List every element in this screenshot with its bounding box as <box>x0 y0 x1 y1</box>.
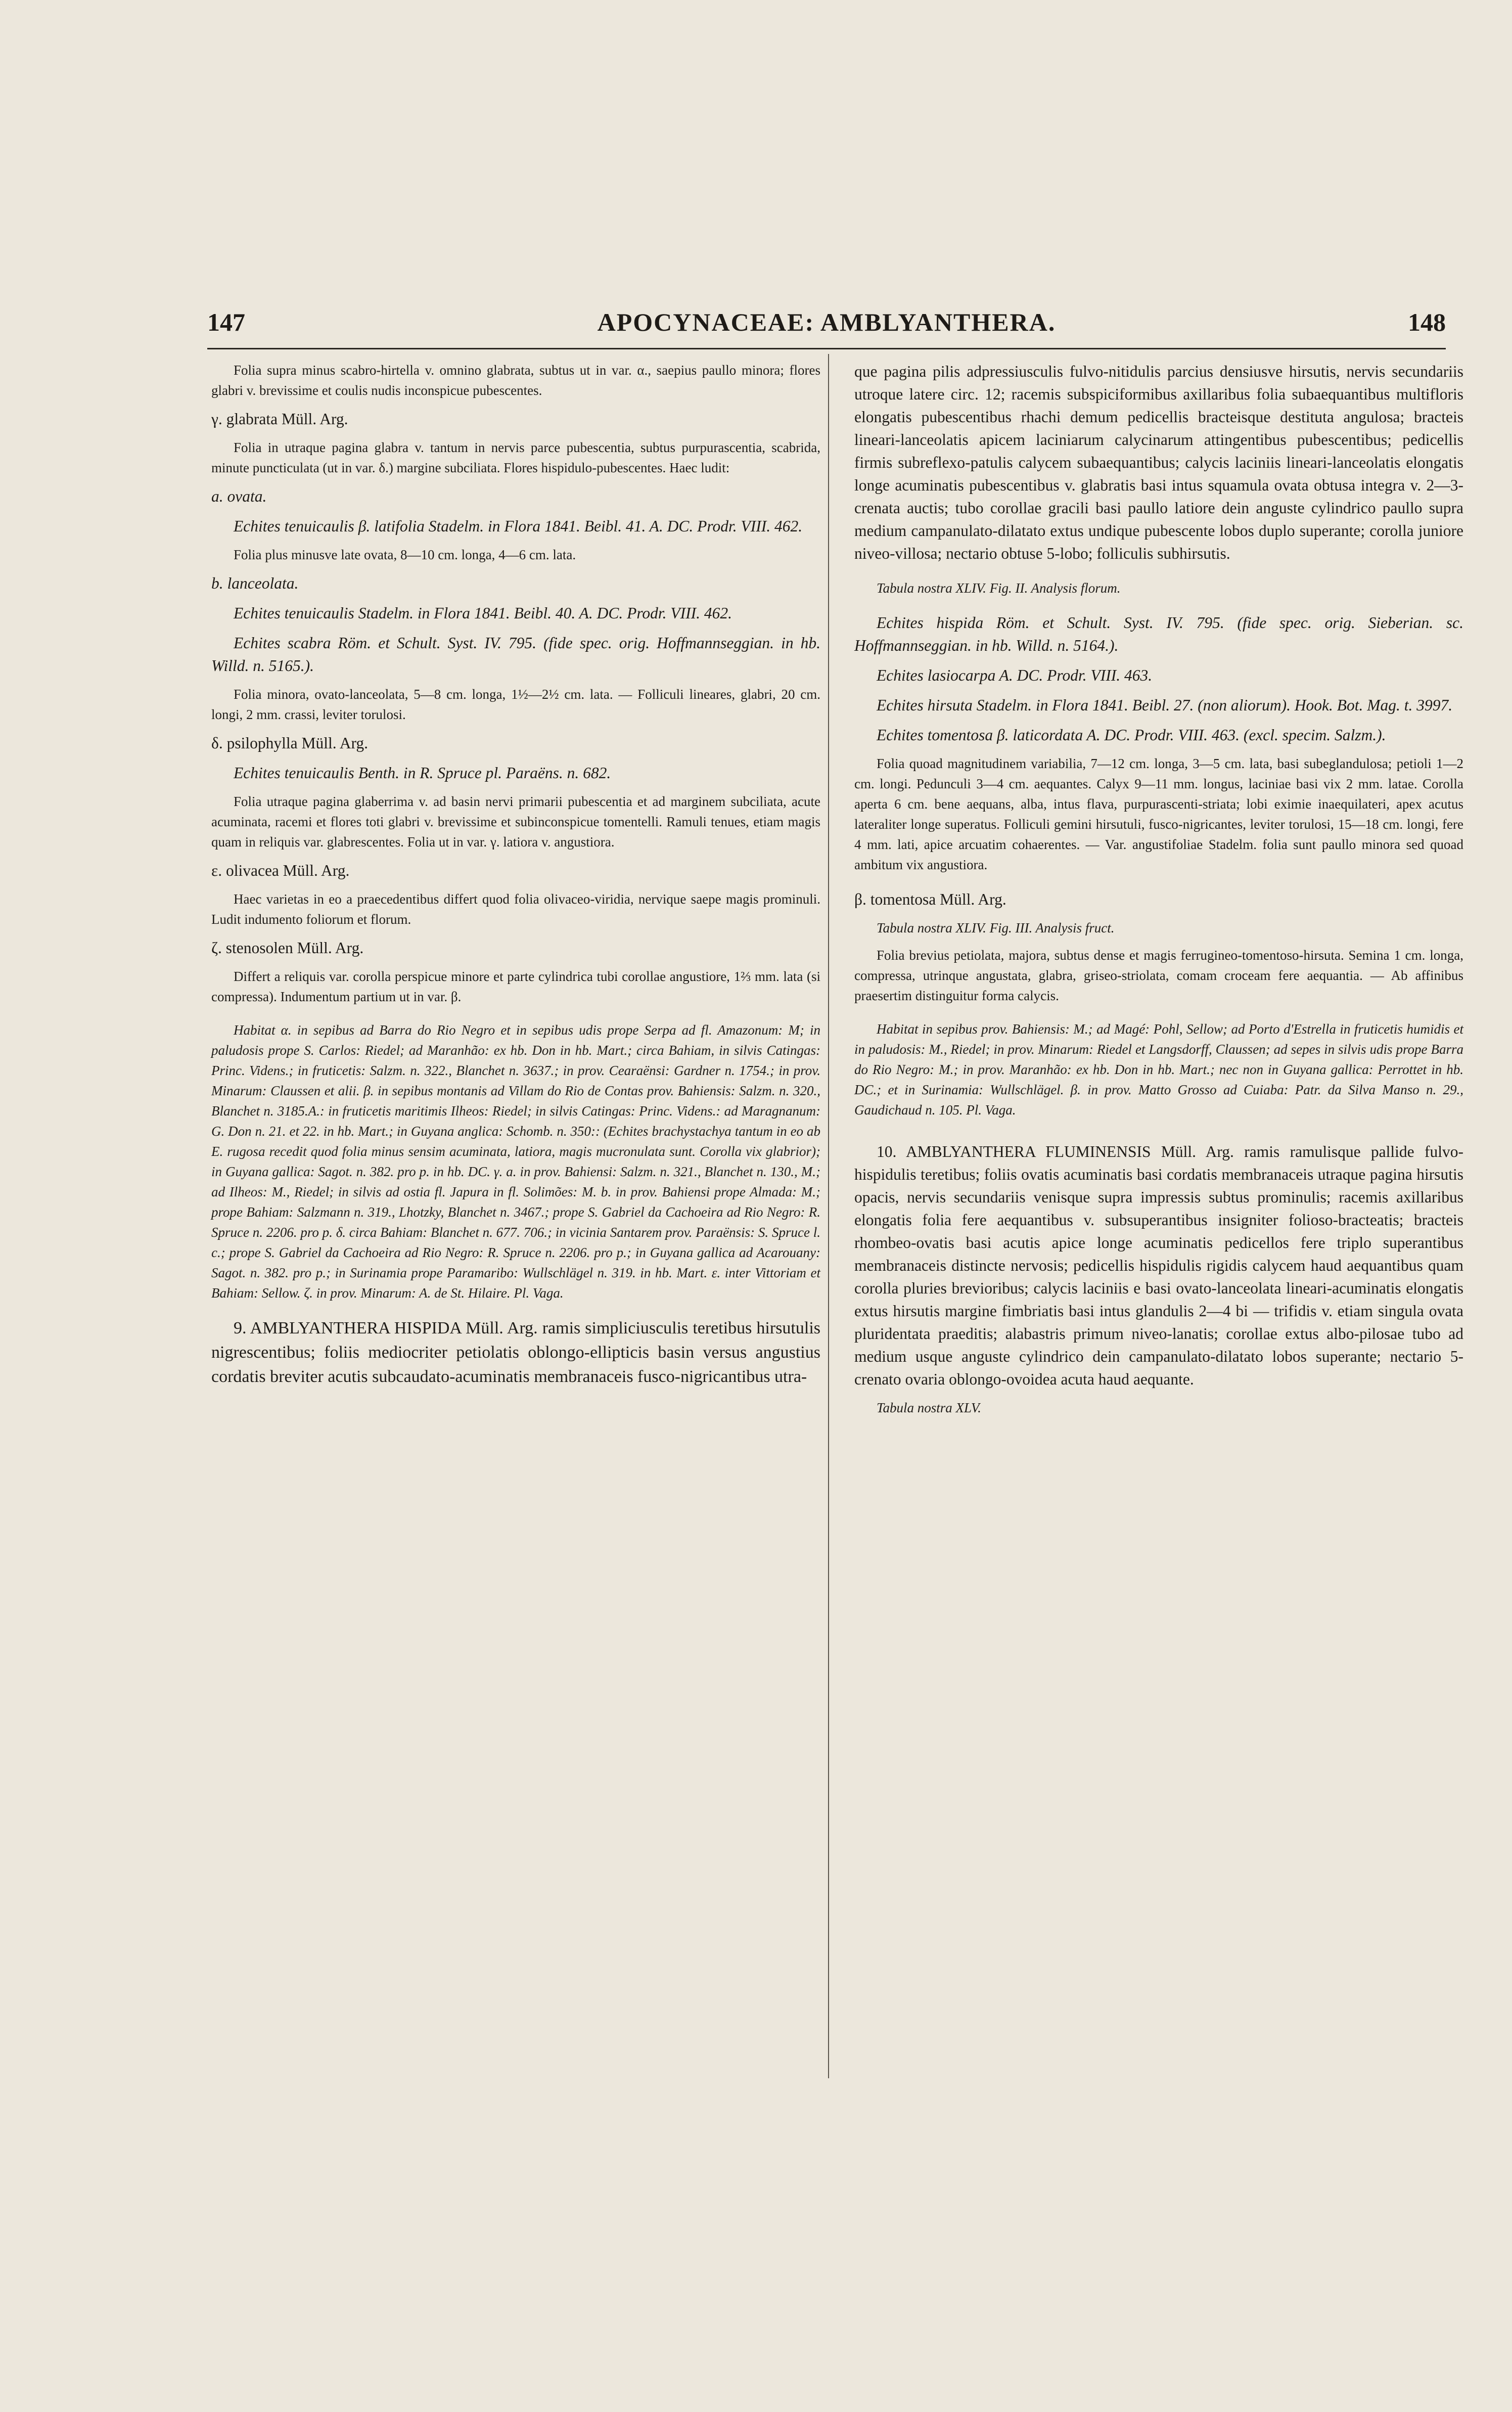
plate-reference: Tabula nostra XLIV. Fig. III. Analysis fruct. <box>877 920 1115 935</box>
synonym: Echites hirsuta Stadelm. in Flora 1841. Beibl. 27. (non aliorum). Hook. Bot. Mag. t. 3997. <box>877 696 1453 714</box>
habitat-paragraph: Habitat in sepibus prov. Bahiensis: M.; ad Magé: Pohl, Sellow; ad Porto d'Estrella in fruticetis humidis et in paludosis: M., Riedel; in prov. Minarum: Riedel et Langsdorff, Claussen; ad sepes in silvis udis prope Barra do Rio Negro: M.; in prov. Maranhão: ex hb. Don in hb. Mart.; nec non in Guyana gallica: Perrottet in hb. DC.; et in Surinamia: Wullschlägel. β. in prov. Matto Grosso ad Cuiaba: Patr. da Silva Manso n. 29., Gaudichaud n. 105. Pl. Vaga. <box>854 1021 1463 1118</box>
subvariety-heading: a. ovata. <box>211 487 267 505</box>
synonym: Echites tomentosa β. laticordata A. DC. Prodr. VIII. 463. (excl. specim. Salzm.). <box>877 726 1386 744</box>
variety-heading: γ. glabrata Müll. Arg. <box>211 410 348 428</box>
species-description-cont: que pagina pilis adpressiusculis fulvo-nitidulis parcius densiusve hirsutis, nervis secundariis utroque latere circ. 12; racemis subspiciformibus axillaribus folia subaequantibus multifloris elongatis pubescentibus rhachi demum pedicellis bracteisque destituta angulosa; bracteis lineari-lanceolatis apicem laciniarum calycinarum attingentibus pubescentibus; pedicellis firmis subreflexo-patulis calycem subaequantibus; calycis laciniis lineari-lanceolatis elongatis longe acuminatis pubescentibus v. glabratis basi intus squamula ovata obtusa integra v. 2—3-crenata auctis; tubo corollae gracili basi paullo latiore dein anguste cylindrico paullo supra medium campanulato-dilatato extus undique pubescente lobos duplo superante; corolla juniore niveo-villosa; nectario obtuse 5-lobo; folliculis subhirsutis. <box>854 363 1463 562</box>
page-number-left: 147 <box>207 308 245 336</box>
variety-heading: ε. olivacea Müll. Arg. <box>211 862 350 879</box>
synonym: Echites hispida Röm. et Schult. Syst. IV. 795. (fide spec. orig. Sieberian. sc. Hoffmannseggian. in hb. Willd. n. 5164.). <box>854 614 1463 654</box>
header-rule <box>207 348 1446 349</box>
subvariety-heading: b. lanceolata. <box>211 574 299 592</box>
synonym: Echites tenuicaulis Benth. in R. Spruce pl. Paraëns. n. 682. <box>234 764 611 782</box>
variety-heading: δ. psilophylla Müll. Arg. <box>211 734 369 752</box>
species-description: 9. AMBLYANTHERA HISPIDA Müll. Arg. ramis simpliciusculis teretibus hirsutulis nigrescentibus; foliis mediocriter petiolatis oblongo-ellipticis basin versus angustius cordatis breviter acutis subcaudato-acuminatis membranaceis fusco-nigricantibus utra- <box>211 1319 820 1386</box>
plate-reference: Tabula nostra XLV. <box>877 1400 981 1415</box>
paragraph: Folia plus minusve late ovata, 8—10 cm. longa, 4—6 cm. lata. <box>234 547 576 562</box>
paragraph: Folia quoad magnitudinem variabilia, 7—12 cm. longa, 3—5 cm. lata, basi subeglandulosa; petioli 1—2 cm. longi. Pedunculi 3—4 cm. aequantes. Calyx 9—11 mm. longus, laciniae basi vix 2 mm. latae. Corolla aperta 6 cm. bene aequans, alba, intus flava, purpurascenti-striata; lobi eximie inaequilateri, apex acutus lateraliter longe superatus. Folliculi gemini hirsutuli, fusco-nigricantes, leviter torulosi, 15—18 cm. longi, fere 4 mm. lati, apice arcuatim cohaerentes. — Var. angustifoliae Stadelm. folia sunt paullo minora sed quoad ambitum vix angustiora. <box>854 756 1463 872</box>
page-header <box>207 307 1446 343</box>
species-description: 10. AMBLYANTHERA FLUMINENSIS Müll. Arg. ramis ramulisque pallide fulvo-hispidulis teretibus; foliis ovatis acuminatis basi cordatis membranaceis utraque pagina hirsutis opacis, nervis secundariis venisque supra impressis subtus prominulis; racemis axillaribus elongatis folia fere aequantibus v. subsuperantibus insigniter folioso-bracteatis; bracteis rhombeo-ovatis basi acutis apice longe acuminatis pedicellos fere triplo superantibus membranaceis distincte nervosis; pedicellis hispidulis rigidis calycem haud aequantibus quam corolla pluries brevioribus; calycis laciniis e basi ovato-lanceolata lineari-acuminatis elongatis extus hirsutis margine fimbriatis basi intus glandulis 2—4 bi — trifidis v. etiam singula ovata pluridentata praeditis; alabastris primum niveo-lanatis; corollae extus albo-pilosae tubo ad medium usque anguste cylindrico dein campanulato-dilatato lobos superante; nectario 5-crenato ovaria oblongo-ovoidea acuta haud aequante. <box>854 1143 1463 1388</box>
paragraph: Differt a reliquis var. corolla perspicue minore et parte cylindrica tubi corollae angustiore, 1⅔ mm. lata (si compressa). Indumentum partium ut in var. β. <box>211 969 820 1004</box>
running-title: APOCYNACEAE: AMBLYANTHERA. <box>597 308 1056 336</box>
paragraph: Haec varietas in eo a praecedentibus differt quod folia olivaceo-viridia, nervique saepe magis prominuli. Ludit indumento foliorum et florum. <box>211 891 820 927</box>
page-number-right: 148 <box>1408 308 1446 336</box>
paragraph: Folia minora, ovato-lanceolata, 5—8 cm. longa, 1½—2½ cm. lata. — Folliculi lineares, glabri, 20 cm. longi, 2 mm. crassi, leviter torulosi. <box>211 687 820 722</box>
plate-reference: Tabula nostra XLIV. Fig. II. Analysis florum. <box>877 580 1121 596</box>
column-divider <box>828 354 829 2078</box>
paragraph: Folia utraque pagina glaberrima v. ad basin nervi primarii pubescentia et ad marginem subciliata, acute acuminata, racemi et flores toti glabri v. brevissime et subinconspicue tomentelli. Ramuli tenues, etiam magis quam in reliquis var. glabrescentes. Folia ut in var. γ. latiora v. angustiora. <box>211 794 820 850</box>
synonym: Echites tenuicaulis Stadelm. in Flora 1841. Beibl. 40. A. DC. Prodr. VIII. 462. <box>234 604 732 622</box>
synonym: Echites tenuicaulis β. latifolia Stadelm. in Flora 1841. Beibl. 41. A. DC. Prodr. VIII. 462. <box>234 517 803 535</box>
left-column <box>211 360 820 1396</box>
paragraph: Folia brevius petiolata, majora, subtus dense et magis ferrugineo-tomentoso-hirsuta. Semina 1 cm. longa, compressa, utrinque angustata, glabra, griseo-striolata, comam croceam fere aequantia. — Ab affinibus praesertim distinguitur forma calycis. <box>854 948 1463 1003</box>
synonym: Echites lasiocarpa A. DC. Prodr. VIII. 463. <box>877 666 1153 684</box>
variety-heading: ζ. stenosolen Müll. Arg. <box>211 939 364 957</box>
habitat-paragraph: Habitat α. in sepibus ad Barra do Rio Negro et in sepibus udis prope Serpa ad fl. Amazonum: M; in paludosis prope S. Carlos: Riedel; ad Maranhão: ex hb. Don in hb. Mart.; circa Bahiam, in silvis Catingas: Princ. Videns.; in fruticetis: Salzm. n. 322., Blanchet n. 3637.; in prov. Cearaënsi: Gardner n. 1754.; in prov. Minarum: Claussen et alii. β. in sepibus montanis ad Villam do Rio de Contas prov. Bahiensis: Salzm. n. 320., Blanchet n. 3185.A.: in fruticetis maritimis Ilheos: Riedel; in silvis Catingas: Princ. Videns.: ad Maragnanum: G. Don n. 21. et 22. in hb. Mart.; in Guyana anglica: Schomb. n. 350:: (Echites brachystachya tantum in eo ab E. rugosa recedit quod folia minus sensim acuminata, latiora, magis mucronulata sunt. Corolla vix glabrior); in Guyana gallica: Sagot. n. 382. pro p. in hb. DC. γ. a. in prov. Bahiensi: Salzm. n. 321., Blanchet n. 130., M.; ad Ilheos: M., Riedel; in silvis ad ostia fl. Japura in fl. Solimões: M. b. in prov. Bahiensi prope Almada: M.; prope Bahiam: Salzmann n. 319., Lhotzky, Blanchet n. 3467.; prope S. Gabriel da Cachoeira ad Rio Negro: R. Spruce n. 2206. pro p. δ. circa Bahiam: Blanchet n. 677. 706.; in vicinia Santarem prov. Paraënsis: S. Spruce l. c.; prope S. Gabriel da Cachoeira ad Rio Negro: R. Spruce n. 2206. pro p.; in Guyana gallica ad Acarouany: Sagot. n. 382. pro p.; in Surinamia prope Paramaribo: Wullschlägel n. 319. in hb. Mart. ε. inter Vittoriam et Bahiam: Sellow. ζ. in prov. Minarum: A. de St. Hilaire. Pl. Vaga. <box>211 1022 820 1301</box>
synonym: Echites scabra Röm. et Schult. Syst. IV. 795. (fide spec. orig. Hoffmannseggian. in hb. Willd. n. 5165.). <box>211 634 820 675</box>
variety-heading: β. tomentosa Müll. Arg. <box>854 890 1006 908</box>
paragraph: Folia supra minus scabro-hirtella v. omnino glabrata, subtus ut in var. α., saepius paullo minora; flores glabri v. brevissime et coulis nudis inconspicue pubescentes. <box>211 363 820 398</box>
right-column <box>854 360 1463 1425</box>
paragraph: Folia in utraque pagina glabra v. tantum in nervis parce pubescentia, subtus purpurascentia, scabrida, minute puncticulata (ut in var. δ.) margine subciliata. Flores hispidulo-pubescentes. Haec ludit: <box>211 440 820 475</box>
